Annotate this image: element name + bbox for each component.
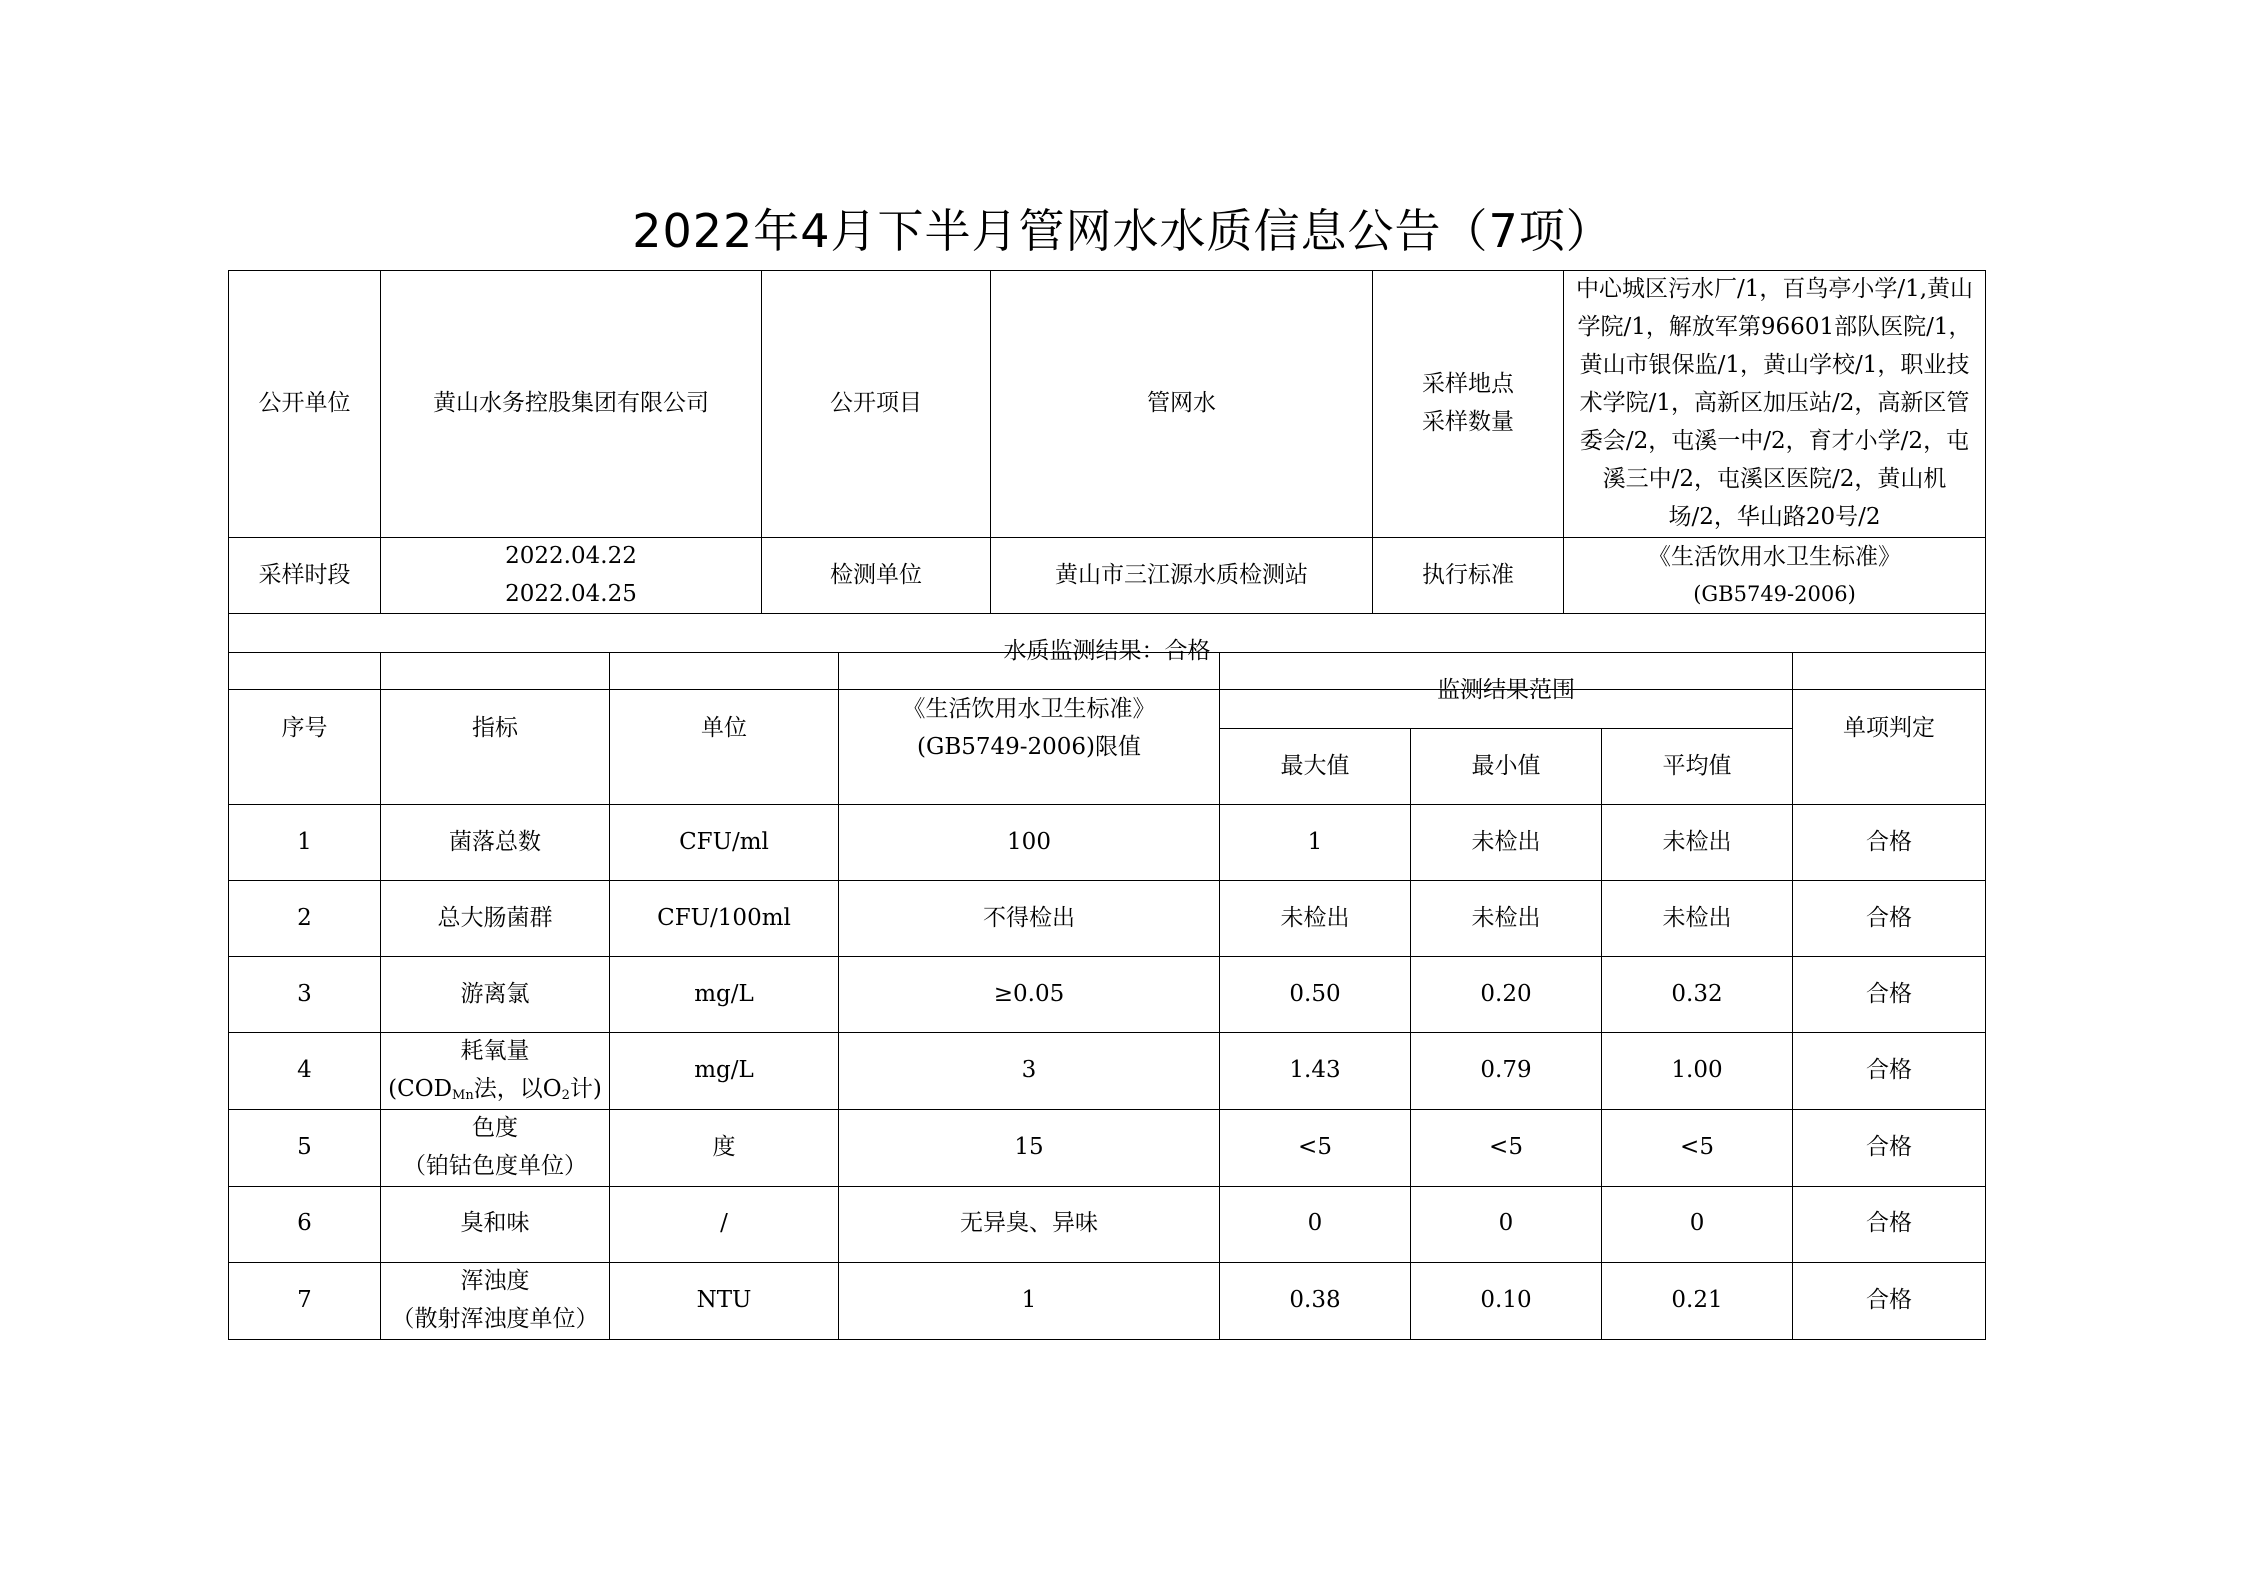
- row-min: 未检出: [1411, 881, 1602, 957]
- row-avg: <5: [1602, 1109, 1793, 1186]
- row-limit: 15: [839, 1109, 1220, 1186]
- water-quality-table: [228, 270, 1986, 690]
- row-max: 0.50: [1220, 957, 1411, 1033]
- row-limit: 3: [839, 1033, 1220, 1110]
- header-avg: 平均值: [1602, 729, 1793, 805]
- row-avg: 未检出: [1602, 881, 1793, 957]
- row-max: 未检出: [1220, 881, 1411, 957]
- header-indicator: 指标: [381, 653, 610, 805]
- standard-value: [1564, 537, 1986, 614]
- row-avg: 0.21: [1602, 1262, 1793, 1339]
- row-indicator: [381, 1262, 610, 1339]
- row-seq: 1: [229, 805, 381, 881]
- row-indicator: [381, 1109, 610, 1186]
- row-indicator-name: 色度: [472, 1114, 518, 1141]
- standard-line1: 《生活饮用水卫生标准》: [1648, 544, 1901, 571]
- row-limit: 1: [839, 1262, 1220, 1339]
- header-min: 最小值: [1411, 729, 1602, 805]
- row-verdict: 合格: [1793, 805, 1986, 881]
- header-limit-line2: (GB5749-2006)限值: [916, 733, 1142, 760]
- row-limit: 无异臭、异味: [839, 1186, 1220, 1262]
- standard-line2: (GB5749-2006): [1693, 582, 1856, 607]
- header-seq: 序号: [229, 653, 381, 805]
- sites-label-line2: 采样数量: [1422, 408, 1514, 435]
- row-indicator: 游离氯: [381, 957, 610, 1033]
- period-end: 2022.04.25: [505, 580, 637, 607]
- row-min: 0.20: [1411, 957, 1602, 1033]
- row-unit: mg/L: [610, 957, 839, 1033]
- row-unit: CFU/100ml: [610, 881, 839, 957]
- header-verdict: 单项判定: [1793, 653, 1986, 805]
- unit-label: 公开单位: [229, 271, 381, 538]
- row-verdict: 合格: [1793, 881, 1986, 957]
- row-limit: 100: [839, 805, 1220, 881]
- row-min: <5: [1411, 1109, 1602, 1186]
- sites-value: 中心城区污水厂/1，百鸟亭小学/1,黄山学院/1，解放军第96601部队医院/1，黄山市银保监/1，黄山学校/1，职业技术学院/1，高新区加压站/2，高新区管委会/2，屯溪一中/2，育才小学/2，屯溪三中/2，屯溪区医院/2，黄山机场/2，华山路20号/2: [1564, 271, 1986, 538]
- row-seq: 4: [229, 1033, 381, 1110]
- row-unit: NTU: [610, 1262, 839, 1339]
- info-row-period: [229, 537, 1986, 614]
- item-value: 管网水: [991, 271, 1373, 538]
- table-row: [229, 1033, 1986, 1110]
- row-seq: 3: [229, 957, 381, 1033]
- row-seq: 7: [229, 1262, 381, 1339]
- row-limit: ≥0.05: [839, 957, 1220, 1033]
- sites-label: [1373, 271, 1564, 538]
- row-indicator-unit-note: （铂钴色度单位）: [403, 1152, 587, 1179]
- row-avg: 未检出: [1602, 805, 1793, 881]
- row-max: 1: [1220, 805, 1411, 881]
- indicator-table: [228, 652, 1986, 1340]
- header-limit-line1: 《生活饮用水卫生标准》: [902, 695, 1156, 722]
- row-seq: 6: [229, 1186, 381, 1262]
- row-seq: 5: [229, 1109, 381, 1186]
- header-limit: [839, 653, 1220, 805]
- header-unit: 单位: [610, 653, 839, 805]
- row-verdict: 合格: [1793, 1109, 1986, 1186]
- row-verdict: 合格: [1793, 1033, 1986, 1110]
- row-indicator-unit-note: （散射浑浊度单位）: [391, 1305, 599, 1332]
- row-max: 0.38: [1220, 1262, 1411, 1339]
- row-indicator: 臭和味: [381, 1186, 610, 1262]
- lab-value: 黄山市三江源水质检测站: [991, 537, 1373, 614]
- row-unit: mg/L: [610, 1033, 839, 1110]
- row-indicator-name: 浑浊度: [460, 1267, 530, 1294]
- period-label: 采样时段: [229, 537, 381, 614]
- table-row: [229, 1186, 1986, 1262]
- row-min: 0.79: [1411, 1033, 1602, 1110]
- row-unit: 度: [610, 1109, 839, 1186]
- header-max: 最大值: [1220, 729, 1411, 805]
- row-min: 0.10: [1411, 1262, 1602, 1339]
- table-row: [229, 805, 1986, 881]
- lab-label: 检测单位: [762, 537, 991, 614]
- row-verdict: 合格: [1793, 1186, 1986, 1262]
- row-verdict: 合格: [1793, 957, 1986, 1033]
- row-min: 0: [1411, 1186, 1602, 1262]
- unit-value: 黄山水务控股集团有限公司: [381, 271, 762, 538]
- row-min: 未检出: [1411, 805, 1602, 881]
- row-avg: 1.00: [1602, 1033, 1793, 1110]
- row-unit: CFU/ml: [610, 805, 839, 881]
- page-title: 2022年4月下半月管网水水质信息公告（7项）: [632, 204, 1613, 258]
- row-indicator: 菌落总数: [381, 805, 610, 881]
- row-avg: 0.32: [1602, 957, 1793, 1033]
- row-indicator: 总大肠菌群: [381, 881, 610, 957]
- row-avg: 0: [1602, 1186, 1793, 1262]
- row-indicator-name: 耗氧量: [460, 1038, 530, 1064]
- table-row: [229, 1262, 1986, 1339]
- period-start: 2022.04.22: [505, 542, 637, 569]
- row-indicator-method: ($COD_{Mn}$法，以$O_2$计): [388, 1075, 602, 1103]
- table-row: [229, 957, 1986, 1033]
- table-row: [229, 1109, 1986, 1186]
- sites-label-line1: 采样地点: [1422, 370, 1514, 397]
- info-row-publisher: [229, 271, 1986, 538]
- row-max: <5: [1220, 1109, 1411, 1186]
- item-label: 公开项目: [762, 271, 991, 538]
- row-max: 0: [1220, 1186, 1411, 1262]
- row-seq: 2: [229, 881, 381, 957]
- header-row-1: [229, 653, 1986, 729]
- result-summary: 水质监测结果：合格: [229, 614, 1986, 690]
- header-range: 监测结果范围: [1220, 653, 1793, 729]
- row-indicator: [381, 1033, 610, 1110]
- row-verdict: 合格: [1793, 1262, 1986, 1339]
- period-value: [381, 537, 762, 614]
- table-row: [229, 881, 1986, 957]
- standard-label: 执行标准: [1373, 537, 1564, 614]
- row-limit: 不得检出: [839, 881, 1220, 957]
- row-unit: /: [610, 1186, 839, 1262]
- row-max: 1.43: [1220, 1033, 1411, 1110]
